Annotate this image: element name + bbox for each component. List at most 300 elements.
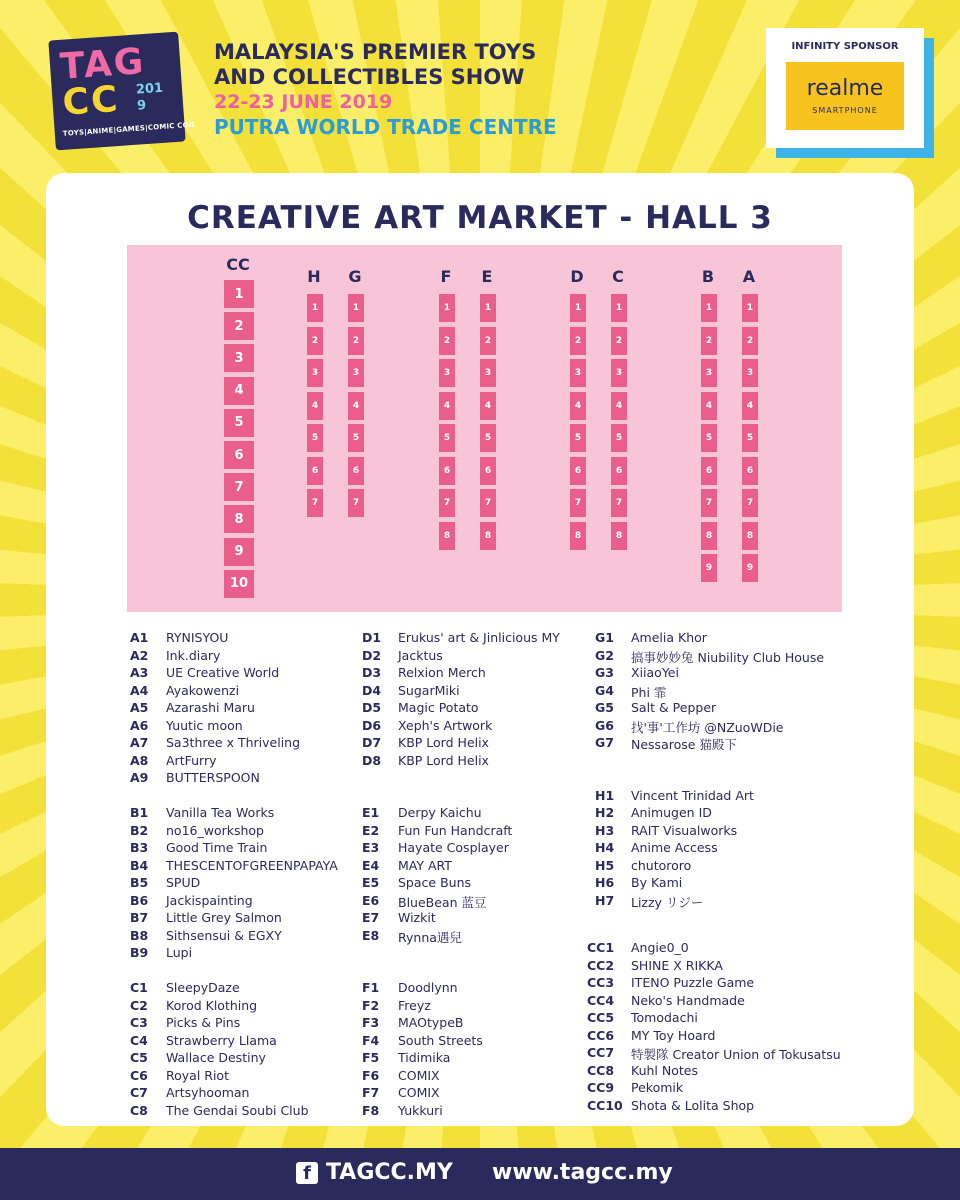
booth-g1: 1 [348, 294, 364, 322]
exhibitor-name: Xeph's Artwork [398, 717, 493, 733]
booth-code: C2 [130, 997, 148, 1013]
booth-c5: 5 [611, 424, 627, 452]
exhibitor-name: Korod Klothing [166, 997, 258, 1013]
booth-c2: 2 [611, 327, 627, 355]
map-column-header: C [612, 267, 624, 286]
booth-code: E2 [362, 822, 380, 838]
exhibitor-row [595, 893, 824, 911]
exhibitor-name: Shota & Lolita Shop [631, 1097, 755, 1113]
booth-code: E6 [362, 892, 380, 908]
exhibitor-row [362, 1033, 560, 1051]
booth-code: CC5 [587, 1010, 615, 1025]
exhibitor-row [130, 735, 338, 753]
booth-code: A4 [130, 682, 149, 698]
exhibitor-name: Sithsensui & EGXY [166, 927, 282, 943]
exhibitor-name: Jacktus [398, 647, 443, 663]
booth-f3: 3 [439, 359, 455, 387]
exhibitor-row [362, 893, 560, 911]
exhibitor-row [130, 893, 338, 911]
exhibitor-row [130, 1033, 338, 1051]
booth-code: E4 [362, 857, 380, 873]
exhibitor-name: Angie0_0 [631, 940, 689, 955]
booth-code: A6 [130, 717, 149, 733]
booth-f4: 4 [439, 392, 455, 420]
booth-cc3: 3 [224, 344, 254, 372]
exhibitor-name: SPUD [166, 875, 201, 890]
exhibitor-row [595, 665, 824, 683]
exhibitor-name: Tomodachi [631, 1010, 698, 1025]
booth-code: H3 [595, 822, 615, 838]
exhibitor-row [362, 928, 560, 946]
exhibitor-row [130, 998, 338, 1016]
booth-e7: 7 [480, 489, 496, 517]
booth-code: C7 [130, 1085, 148, 1100]
booth-g4: 4 [348, 392, 364, 420]
booth-cc7: 7 [224, 473, 254, 501]
exhibitor-name: Nessarose 猫殿下 [631, 737, 737, 752]
booth-code: A2 [130, 647, 149, 663]
booth-cc8: 8 [224, 505, 254, 533]
exhibitor-name: Lupi [166, 945, 193, 960]
exhibitor-name: MAOtypeB [398, 1015, 464, 1030]
sponsor-brand-sub: SMARTPHONE [812, 106, 878, 115]
event-date: 22-23 JUNE 2019 [214, 91, 393, 113]
booth-c7: 7 [611, 489, 627, 517]
exhibitor-row [595, 735, 824, 753]
booth-c3: 3 [611, 359, 627, 387]
booth-code: C1 [130, 980, 148, 995]
exhibitor-name: 特製隊 Creator Union of Tokusatsu [631, 1047, 841, 1062]
exhibitor-row [130, 770, 338, 788]
exhibitor-name: BUTTERSPOON [166, 770, 260, 785]
exhibitor-row [587, 1098, 841, 1116]
booth-code: C5 [130, 1050, 148, 1065]
exhibitor-name: Magic Potato [398, 700, 479, 715]
booth-a4: 4 [742, 392, 758, 420]
booth-code: B6 [130, 892, 149, 908]
exhibitor-name: Vincent Trinidad Art [631, 787, 754, 803]
footer-bar [0, 1148, 960, 1200]
booth-code: B3 [130, 840, 149, 855]
booth-code: CC10 [587, 1097, 623, 1113]
booth-cc5: 5 [224, 409, 254, 437]
exhibitor-row [130, 928, 338, 946]
exhibitor-name: KBP Lord Helix [398, 752, 489, 768]
booth-b8: 8 [701, 522, 717, 550]
booth-d7: 7 [570, 489, 586, 517]
booth-a3: 3 [742, 359, 758, 387]
exhibitor-name: SHINE X RIKKA [631, 957, 723, 973]
exhibitor-row [130, 945, 338, 963]
booth-h4: 4 [307, 392, 323, 420]
exhibitor-name: The Gendai Soubi Club [166, 1102, 309, 1118]
sponsor-label: INFINITY SPONSOR [791, 41, 899, 52]
exhibitor-row [130, 1103, 338, 1121]
booth-b7: 7 [701, 489, 717, 517]
booth-d6: 6 [570, 457, 586, 485]
exhibitor-row [130, 1068, 338, 1086]
list-spacer [130, 963, 338, 981]
booth-c4: 4 [611, 392, 627, 420]
exhibitor-column-a-b-c [130, 630, 338, 1120]
exhibitor-name: MAY ART [398, 857, 452, 873]
booth-code: H7 [595, 892, 615, 908]
exhibitor-name: 找'事'工作坊 @NZuoWDie [631, 719, 784, 735]
exhibitor-name: UE Creative World [166, 665, 280, 680]
booth-e2: 2 [480, 327, 496, 355]
booth-a7: 7 [742, 489, 758, 517]
exhibitor-row [362, 753, 560, 771]
exhibitor-row [587, 1045, 841, 1063]
booth-b5: 5 [701, 424, 717, 452]
exhibitor-row [130, 665, 338, 683]
booth-code: F4 [362, 1032, 380, 1048]
booth-code: B9 [130, 945, 149, 960]
exhibitor-name: ITENO Puzzle Game [631, 975, 755, 990]
booth-code: C8 [130, 1102, 148, 1118]
list-spacer [595, 770, 824, 788]
booth-a6: 6 [742, 457, 758, 485]
exhibitor-row [362, 840, 560, 858]
booth-f8: 8 [439, 522, 455, 550]
booth-f5: 5 [439, 424, 455, 452]
booth-g3: 3 [348, 359, 364, 387]
exhibitor-row [595, 858, 824, 876]
list-spacer [130, 788, 338, 806]
booth-f7: 7 [439, 489, 455, 517]
exhibitor-name: Relxion Merch [398, 665, 486, 680]
exhibitor-row [587, 1063, 841, 1081]
exhibitor-row [362, 1103, 560, 1121]
exhibitor-row [362, 805, 560, 823]
map-column-header: F [440, 267, 452, 286]
booth-cc9: 9 [224, 538, 254, 566]
booth-code: D4 [362, 682, 382, 698]
booth-cc10: 10 [224, 570, 254, 598]
exhibitor-name: South Streets [398, 1032, 483, 1048]
exhibitor-name: Vanilla Tea Works [166, 805, 275, 820]
booth-code: A8 [130, 752, 149, 768]
booth-h5: 5 [307, 424, 323, 452]
booth-code: G4 [595, 682, 614, 698]
booth-code: F7 [362, 1085, 380, 1100]
exhibitor-row [595, 683, 824, 701]
exhibitor-row [595, 700, 824, 718]
exhibitor-row [595, 718, 824, 736]
booth-code: E5 [362, 875, 380, 890]
booth-code: H1 [595, 787, 615, 803]
exhibitor-row [130, 840, 338, 858]
booth-h3: 3 [307, 359, 323, 387]
exhibitor-row [362, 735, 560, 753]
exhibitor-name: Hayate Cosplayer [398, 840, 509, 855]
logo-cc: CC [61, 78, 121, 124]
exhibitor-row [362, 683, 560, 701]
exhibitor-name: Good Time Train [166, 840, 268, 855]
booth-h7: 7 [307, 489, 323, 517]
exhibitor-row [587, 1028, 841, 1046]
headline-line1: MALAYSIA'S PREMIER TOYS [214, 40, 537, 64]
exhibitor-name: Rynna遇兒 [398, 929, 462, 945]
exhibitor-row [362, 630, 560, 648]
exhibitor-name: Amelia Khor [631, 630, 707, 645]
booth-code: B8 [130, 927, 149, 943]
exhibitor-name: 搞事妙妙兔 Niubility Club House [631, 649, 825, 665]
exhibitor-name: Sa3three x Thriveling [166, 735, 301, 750]
booth-code: B5 [130, 875, 149, 890]
exhibitor-name: Fun Fun Handcraft [398, 822, 513, 838]
booth-d4: 4 [570, 392, 586, 420]
exhibitor-name: Little Grey Salmon [166, 910, 282, 925]
exhibitor-row [130, 1085, 338, 1103]
facebook-icon[interactable]: f [296, 1162, 318, 1184]
booth-code: E3 [362, 840, 380, 855]
website-link[interactable]: www.tagcc.my [492, 1160, 673, 1185]
booth-code: H5 [595, 857, 615, 873]
exhibitor-row [362, 718, 560, 736]
booth-g2: 2 [348, 327, 364, 355]
exhibitor-name: Neko's Handmade [631, 992, 745, 1008]
exhibitor-name: Kuhl Notes [631, 1062, 698, 1078]
exhibitor-name: Space Buns [398, 875, 471, 890]
exhibitor-name: Jackispainting [166, 892, 253, 908]
booth-g5: 5 [348, 424, 364, 452]
exhibitor-name: COMIX [398, 1085, 440, 1100]
exhibitor-row [595, 875, 824, 893]
map-column-header: B [701, 267, 715, 286]
booth-f2: 2 [439, 327, 455, 355]
booth-b2: 2 [701, 327, 717, 355]
booth-code: A1 [130, 630, 149, 645]
exhibitor-name: THESCENTOFGREENPAPAYA [166, 857, 338, 873]
list-spacer [362, 788, 560, 806]
exhibitor-row [130, 858, 338, 876]
exhibitor-name: ArtFurry [166, 752, 217, 768]
exhibitor-name: SugarMiki [398, 682, 460, 698]
sponsor-logo [786, 62, 904, 130]
booth-code: G1 [595, 630, 614, 645]
exhibitor-name: MY Toy Hoard [631, 1027, 716, 1043]
sponsor-brand: realme [806, 76, 884, 101]
booth-code: H4 [595, 840, 615, 855]
event-venue: PUTRA WORLD TRADE CENTRE [214, 115, 557, 139]
exhibitor-name: Freyz [398, 997, 431, 1013]
exhibitor-name: Ink.diary [166, 647, 221, 663]
booth-e5: 5 [480, 424, 496, 452]
booth-code: CC1 [587, 940, 615, 955]
map-column-header: E [481, 267, 493, 286]
booth-d1: 1 [570, 294, 586, 322]
exhibitor-column-cc [587, 940, 841, 1115]
map-column-header: D [570, 267, 584, 286]
booth-cc1: 1 [224, 280, 254, 308]
booth-e1: 1 [480, 294, 496, 322]
exhibitor-name: Erukus' art & Jinlicious MY [398, 630, 560, 645]
exhibitor-name: Royal Riot [166, 1067, 229, 1083]
booth-b6: 6 [701, 457, 717, 485]
exhibitor-name: Azarashi Maru [166, 700, 255, 715]
booth-cc2: 2 [224, 312, 254, 340]
exhibitor-row [362, 875, 560, 893]
booth-a1: 1 [742, 294, 758, 322]
exhibitor-row [130, 910, 338, 928]
booth-code: CC9 [587, 1080, 615, 1095]
booth-code: C6 [130, 1067, 148, 1083]
map-column-header: CC [226, 255, 250, 274]
exhibitor-row [595, 805, 824, 823]
exhibitor-row [362, 665, 560, 683]
booth-code: CC8 [587, 1062, 615, 1078]
booth-a5: 5 [742, 424, 758, 452]
exhibitor-name: RAIT Visualworks [631, 822, 738, 838]
facebook-handle[interactable]: TAGCC.MY [326, 1160, 453, 1185]
exhibitor-row [130, 718, 338, 736]
exhibitor-row [362, 1050, 560, 1068]
booth-code: D5 [362, 700, 382, 715]
exhibitor-name: Doodlynn [398, 980, 458, 995]
exhibitor-row [130, 980, 338, 998]
booth-code: H2 [595, 805, 615, 820]
map-column-header: H [307, 267, 321, 286]
exhibitor-name: BlueBean 蓝豆 [398, 894, 487, 910]
exhibitor-name: Ayakowenzi [166, 682, 240, 698]
exhibitor-row [587, 958, 841, 976]
exhibitor-row [362, 910, 560, 928]
booth-code: G7 [595, 735, 614, 750]
booth-d3: 3 [570, 359, 586, 387]
booth-code: CC2 [587, 957, 615, 973]
exhibitor-name: Animugen ID [631, 805, 712, 820]
exhibitor-name: SleepyDaze [166, 980, 240, 995]
booth-b1: 1 [701, 294, 717, 322]
exhibitor-name: Wizkit [398, 910, 436, 925]
booth-h6: 6 [307, 457, 323, 485]
exhibitor-name: Lizzy リジー [631, 894, 704, 910]
booth-code: CC4 [587, 992, 615, 1008]
sponsor-panel [766, 28, 924, 148]
exhibitor-name: Phi 霏 [631, 684, 667, 700]
booth-b4: 4 [701, 392, 717, 420]
logo-year: 2019 [135, 80, 164, 114]
exhibitor-row [362, 1015, 560, 1033]
booth-code: D7 [362, 735, 382, 750]
exhibitor-name: Yuutic moon [166, 717, 243, 733]
booth-d2: 2 [570, 327, 586, 355]
exhibitor-name: COMIX [398, 1067, 440, 1083]
exhibitor-row [362, 1068, 560, 1086]
exhibitor-row [130, 875, 338, 893]
booth-a9: 9 [742, 554, 758, 582]
exhibitor-name: Anime Access [631, 840, 718, 855]
exhibitor-name: XiiaoYei [631, 665, 679, 680]
logo-tag: TAG [58, 41, 147, 88]
exhibitor-name: Strawberry Llama [166, 1032, 277, 1048]
booth-code: F1 [362, 980, 380, 995]
exhibitor-row [587, 1010, 841, 1028]
exhibitor-name: Pekomik [631, 1080, 684, 1095]
booth-code: D8 [362, 752, 382, 768]
booth-h1: 1 [307, 294, 323, 322]
tagcc-logo [48, 32, 196, 151]
booth-code: D2 [362, 647, 382, 663]
logo-subtitle: TOYS|ANIME|GAMES|COMIC CON [62, 120, 196, 138]
exhibitor-row [595, 788, 824, 806]
exhibitor-row [362, 858, 560, 876]
booth-e8: 8 [480, 522, 496, 550]
exhibitor-name: Yukkuri [398, 1102, 443, 1118]
booth-f1: 1 [439, 294, 455, 322]
booth-d8: 8 [570, 522, 586, 550]
exhibitor-row [362, 648, 560, 666]
exhibitor-name: Tidimika [398, 1050, 451, 1065]
booth-g7: 7 [348, 489, 364, 517]
exhibitor-row [130, 1050, 338, 1068]
booth-code: F5 [362, 1050, 380, 1065]
booth-code: F6 [362, 1067, 380, 1083]
booth-c6: 6 [611, 457, 627, 485]
booth-code: F3 [362, 1015, 380, 1030]
booth-code: G2 [595, 647, 614, 663]
exhibitor-row [130, 700, 338, 718]
list-spacer [362, 945, 560, 963]
booth-code: G5 [595, 700, 614, 715]
exhibitor-name: By Kami [631, 875, 683, 890]
list-spacer [362, 963, 560, 981]
exhibitor-row [587, 975, 841, 993]
booth-c1: 1 [611, 294, 627, 322]
booth-code: E8 [362, 927, 380, 943]
booth-h2: 2 [307, 327, 323, 355]
exhibitor-row [130, 1015, 338, 1033]
booth-g6: 6 [348, 457, 364, 485]
event-headline [214, 40, 557, 140]
booth-code: A9 [130, 770, 149, 785]
booth-code: D3 [362, 665, 382, 680]
booth-b3: 3 [701, 359, 717, 387]
exhibitor-row [362, 1085, 560, 1103]
booth-cc6: 6 [224, 441, 254, 469]
exhibitor-row [587, 993, 841, 1011]
booth-code: B4 [130, 857, 149, 873]
exhibitor-row [362, 998, 560, 1016]
page-title: CREATIVE ART MARKET - HALL 3 [187, 200, 773, 236]
exhibitor-name: RYNISYOU [166, 630, 229, 645]
booth-code: H6 [595, 875, 615, 890]
booth-c8: 8 [611, 522, 627, 550]
map-column-header: G [348, 267, 362, 286]
booth-code: D1 [362, 630, 382, 645]
booth-e3: 3 [480, 359, 496, 387]
exhibitor-column-d-e-f [362, 630, 560, 1120]
booth-code: B1 [130, 805, 149, 820]
exhibitor-name: Salt & Pepper [631, 700, 717, 715]
booth-code: F2 [362, 997, 380, 1013]
map-column-header: A [742, 267, 756, 286]
booth-b9: 9 [701, 554, 717, 582]
exhibitor-name: Wallace Destiny [166, 1050, 266, 1065]
booth-code: E1 [362, 805, 380, 820]
hall-map [127, 245, 842, 612]
exhibitor-name: chutororo [631, 857, 692, 873]
exhibitor-row [595, 648, 824, 666]
exhibitor-row [362, 700, 560, 718]
booth-a8: 8 [742, 522, 758, 550]
exhibitor-row [130, 648, 338, 666]
exhibitor-row [595, 630, 824, 648]
booth-e4: 4 [480, 392, 496, 420]
booth-code: E7 [362, 910, 380, 925]
exhibitor-row [362, 823, 560, 841]
